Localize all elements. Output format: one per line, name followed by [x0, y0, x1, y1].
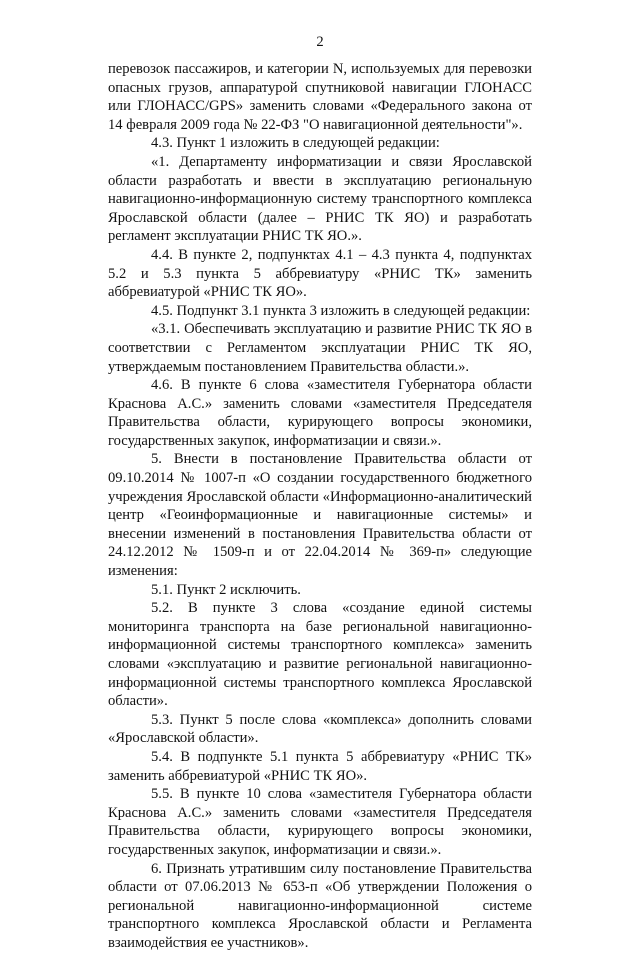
paragraph-5-5: 5.5. В пункте 10 слова «заместителя Губернатора области Краснова А.С.» заменить словами «заместителя Председателя Правительства области, курирующего вопросы экономики, государственных закупок, информатизации и связи.».	[108, 786, 532, 858]
paragraph-4-5: 4.5. Подпункт 3.1 пункта 3 изложить в следующей редакции:	[151, 302, 531, 319]
paragraph-6: 6. Признать утратившим силу постановление Правительства области от 07.06.2013 № 653-п «Об утверждении Положения о региональной навигационно-информационной системе транспортного комплекса Ярославской области и Регламента взаимодействия ее участников».	[108, 860, 532, 951]
paragraph-4-3: 4.3. Пункт 1 изложить в следующей редакции:	[151, 135, 440, 152]
paragraph-4-6: 4.6. В пункте 6 слова «заместителя Губернатора области Краснова А.С.» заменить словами «заместителя Председателя Правительства области, курирующего вопросы экономики, государственных закупок, информатизации и связи.».	[108, 377, 532, 449]
paragraph-5: 5. Внести в постановление Правительства области от 09.10.2014 № 1007-п «О создании государственного бюджетного учреждения Ярославской области «Информационно-аналитический центр «Геоинформационные и навигационные системы» и внесении изменений в постановления Правительства области от 24.12.2012 № 1509-п и от 22.04.2014 № 369-п» следующие изменения:	[108, 451, 532, 580]
paragraph-4-3-quote: «1. Департаменту информатизации и связи Ярославской области разработать и ввести в эксплуатацию региональную навигационно-информационную систему транспортного комплекса Ярославской области (далее – РНИС ТК ЯО) и разработать регламент эксплуатации РНИС ТК ЯО.».	[108, 153, 532, 245]
paragraph-5-1: 5.1. Пункт 2 исключить.	[151, 581, 301, 598]
paragraph-5-2: 5.2. В пункте 3 слова «создание единой системы мониторинга транспорта на базе региональной навигационно-информационной системы транспортного комплекса» заменить словами «эксплуатацию и развитие региональной навигационно-информационной системы транспортного комплекса Ярославской области».	[108, 600, 532, 710]
paragraph-4-4: 4.4. В пункте 2, подпунктах 4.1 – 4.3 пункта 4, подпунктах 5.2 и 5.3 пункта 5 аббревиатуру «РНИС ТК» заменить аббревиатурой «РНИС ТК ЯО».	[108, 246, 532, 301]
paragraph-continuation: перевозок пассажиров, и категории N, используемых для перевозки опасных грузов, аппаратурой спутниковой навигации ГЛОНАСС или ГЛОНАСС/GPS» заменить словами «Федерального закона от 14 февраля 2009 года № 22-ФЗ "О навигационной деятельности"».	[108, 61, 532, 133]
paragraph-5-3: 5.3. Пункт 5 после слова «комплекса» дополнить словами «Ярославской области».	[108, 711, 532, 747]
paragraph-4-5-quote: «3.1. Обеспечивать эксплуатацию и развитие РНИС ТК ЯО в соответствии с Регламентом эксплуатации РНИС ТК ЯО, утверждаемым постановлением Правительства области.».	[108, 321, 532, 375]
document-body	[108, 60, 532, 953]
page-number: 2	[316, 34, 324, 50]
paragraph-5-4: 5.4. В подпункте 5.1 пункта 5 аббревиатуру «РНИС ТК» заменить аббревиатурой «РНИС ТК ЯО».	[108, 748, 532, 784]
